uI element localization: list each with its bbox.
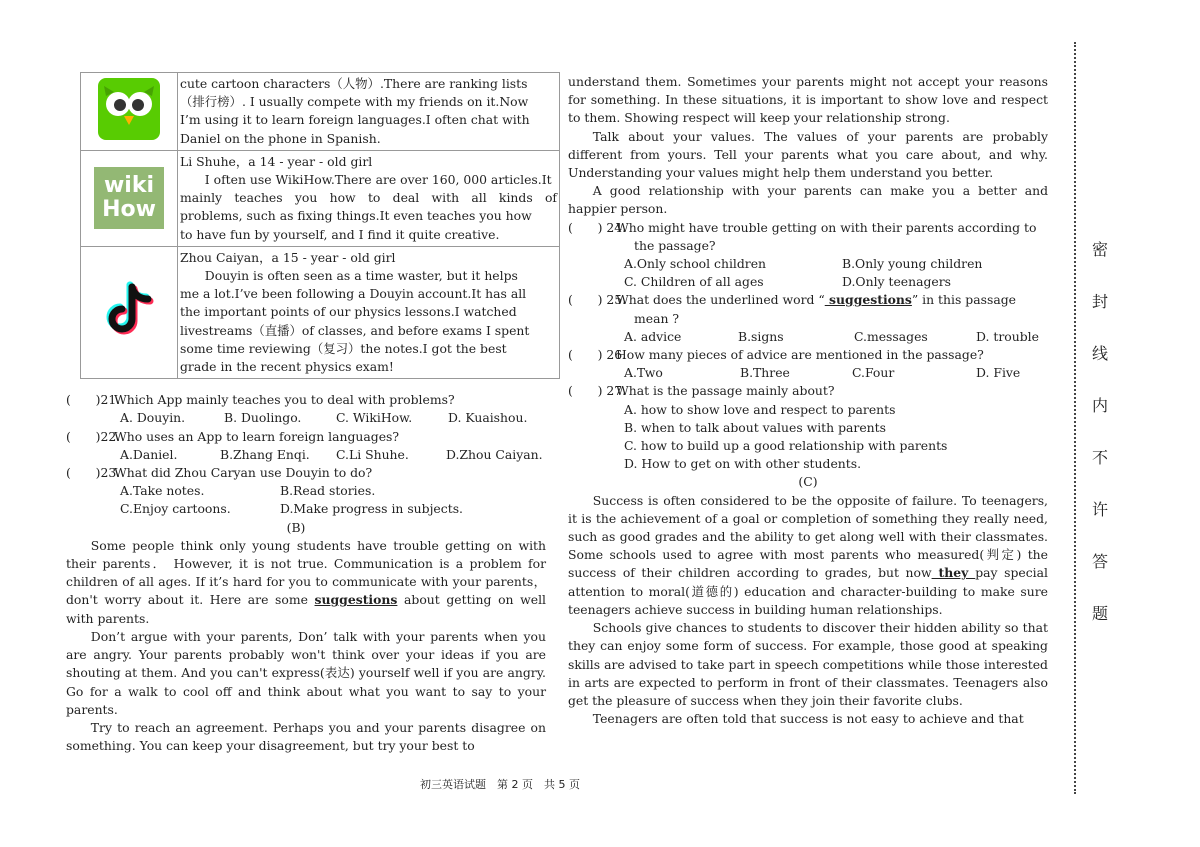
option[interactable]: B. when to talk about values with parents (624, 419, 886, 435)
app-row-wikihow (81, 150, 560, 246)
option[interactable]: C.messages (854, 328, 928, 344)
question-25 (568, 291, 1048, 327)
question-text (616, 291, 1048, 327)
option[interactable]: C. Children of all ages (624, 274, 764, 290)
logo-text: wiki (103, 173, 155, 199)
options-26 (568, 364, 1048, 382)
text: pay special attention to moral(道德的) education and character-building to make sure teenagers achieve success in building human relationships. (568, 565, 1048, 617)
seal-char: 答 (1091, 552, 1108, 571)
option[interactable]: A. how to show love and respect to parents (624, 401, 896, 417)
question-text: Which App mainly teaches you to deal with problems? (114, 392, 455, 408)
option[interactable]: A.Take notes. (120, 483, 205, 499)
question-text: Who uses an App to learn foreign languages? (114, 428, 400, 444)
option[interactable]: C. how to build up a good relationship with parents (624, 438, 948, 454)
option[interactable]: A. Douyin. (120, 410, 186, 426)
text-line: I’m using it to learn foreign languages.I often chat with (180, 112, 530, 128)
option[interactable]: C. WikiHow. (336, 410, 413, 426)
app-description (178, 73, 560, 151)
option[interactable]: C.Enjoy cartoons. (120, 501, 231, 517)
seal-char: 封 (1091, 292, 1108, 311)
section-heading-b: (B) (286, 519, 306, 535)
seal-char: 线 (1091, 344, 1108, 363)
text-line: some time reviewing（复习）the notes.I got the best (180, 340, 507, 356)
app-row-duolingo (81, 73, 560, 151)
page-footer: 初三英语试题 第 2 页 共 5 页 (420, 778, 580, 791)
option[interactable]: D. Five (976, 365, 1021, 381)
option[interactable]: B.Three (740, 365, 790, 381)
question-number: ( )22. (66, 428, 121, 444)
text-line: cute cartoon characters（人物）.There are ranking lists (180, 76, 528, 91)
passage-b-paragraph (66, 537, 546, 628)
question-number: ( )23. (66, 465, 121, 481)
question-21 (66, 391, 546, 409)
text-line: the important points of our physics lessons.I watched (180, 304, 517, 320)
question-number: ( ) 24. (568, 219, 627, 235)
text-line: Daniel on the phone in Spanish. (180, 130, 381, 146)
option[interactable]: B.signs (738, 328, 784, 344)
options-24-row2 (568, 273, 1048, 291)
text-line: to have fun by yourself, and I find it quite creative. (180, 226, 500, 242)
text-line: Zhou Caiyan，a 15 - year - old girl (180, 249, 396, 265)
text: Some people think only young students have trouble getting on with their parents． However, it is not true. Communication is a problem for children of all ages. If it’s hard for you to communicate with your parents，don't worry about it. Here are some (66, 537, 546, 608)
passage-b-paragraph: Try to reach an agreement. Perhaps you and your parents disagree on something. You can keep your disagreement, but try your best to (66, 719, 546, 754)
option[interactable]: B.Read stories. (280, 483, 376, 499)
option[interactable]: D. How to get on with other students. (624, 456, 862, 472)
question-26 (568, 346, 1048, 364)
passage-c-paragraph (568, 492, 1048, 619)
underlined-word: suggestions (824, 292, 912, 308)
right-column (568, 73, 1048, 728)
option[interactable]: A.Daniel. (120, 446, 178, 462)
options-25 (568, 328, 1048, 346)
seal-line (1074, 42, 1076, 794)
text-line: mainly teaches you how to deal with all kinds of (180, 190, 557, 206)
option[interactable]: D.Only teenagers (842, 274, 952, 290)
options-24-row1 (568, 255, 1048, 273)
option[interactable]: B. Duolingo. (224, 410, 302, 426)
question-22 (66, 428, 546, 446)
question-24 (568, 219, 1048, 255)
app-logo-cell (81, 246, 178, 378)
text-line: livestreams（直播）of classes, and before exams I spent (180, 322, 530, 338)
passage-b-paragraph: understand them. Sometimes your parents might not accept your reasons for something. In these situations, it is important to show love and respect to them. Showing respect will keep your relationship strong. (568, 74, 1048, 126)
option[interactable]: D. trouble (976, 328, 1039, 344)
passage-b-paragraph: Talk about your values. The values of your parents are probably different from yours. Tell your parents what you care about, and why. Understanding your values might help them understand you better. (568, 128, 1048, 181)
question-number: ( ) 25. (568, 292, 627, 308)
option[interactable]: A. advice (624, 328, 682, 344)
option[interactable]: C.Li Shuhe. (336, 446, 409, 462)
left-column (66, 72, 557, 755)
option[interactable]: A.Only school children (624, 256, 767, 272)
text-line: Li Shuhe，a 14 - year - old girl (180, 153, 373, 169)
options-23-row2 (66, 500, 546, 518)
duolingo-owl-icon (98, 78, 160, 140)
underlined-word: suggestions (314, 592, 398, 608)
app-logo-cell (81, 73, 178, 151)
question-text: What did Zhou Caryan use Douyin to do? (114, 465, 373, 481)
options-22 (66, 446, 546, 464)
app-logo-cell (81, 150, 178, 246)
question-text: Who might have trouble getting on with their parents according to the passage? (616, 219, 1037, 253)
option[interactable]: C.Four (852, 365, 895, 381)
question-23 (66, 464, 546, 482)
seal-char: 不 (1091, 448, 1108, 467)
options-21 (66, 409, 546, 427)
option[interactable]: A.Two (624, 365, 663, 381)
passage-c-paragraph: Schools give chances to students to discover their hidden ability so that they can enjoy some form of success. For example, those good at speaking skills are advised to take part in speech competitions while those interested in arts are expected to perform in front of their classmates. Teenagers also get the pleasure of success when they join their favorite clubs. (568, 620, 1048, 708)
text: What does the underlined word “ (616, 292, 825, 308)
seal-char: 题 (1091, 604, 1108, 623)
text: about getting on well with parents. (66, 592, 546, 626)
option[interactable]: D.Make progress in subjects. (280, 501, 463, 517)
option[interactable]: D.Zhou Caiyan. (446, 446, 543, 462)
question-27 (568, 382, 1048, 400)
question-number: ( ) 27. (568, 383, 627, 399)
passage-b-paragraph: A good relationship with your parents can make you a better and happier person. (568, 183, 1048, 217)
app-description (178, 246, 560, 378)
underlined-word: they (931, 565, 976, 581)
option[interactable]: B.Only young children (842, 256, 983, 272)
options-23-row1 (66, 482, 546, 500)
text-line: me a lot.I’ve been following a Douyin account.It has all (180, 286, 527, 302)
wikihow-logo (94, 167, 164, 229)
passage-b-paragraph: Don’t argue with your parents, Don’ talk with your parents when you are angry. Your parents probably won't think over your ideas if you are shouting at them. And you can't express(表达) yourself well if you are angry. Go for a walk to cool off and think about what you want to say to your parents. (66, 628, 546, 717)
text-line: grade in the recent physics exam! (180, 359, 394, 375)
question-text: How many pieces of advice are mentioned in the passage? (616, 347, 984, 363)
seal-char: 许 (1091, 500, 1108, 519)
text: Success is often considered to be the opposite of failure. To teenagers, it is the achievement of a goal or completion of something they really need, such as good grades and the ability to get along well with their classmates. Some schools used to agree with most parents who measured(判定) the success of their children according to grades, but now (568, 492, 1048, 581)
section-heading-c: (C) (798, 474, 818, 490)
app-table (80, 72, 560, 379)
option[interactable]: B.Zhang Enqi. (220, 446, 310, 462)
douyin-note-icon (98, 279, 160, 341)
seal-notice (1088, 224, 1112, 640)
text-line: I often use WikiHow.There are over 160, 000 articles.It (204, 172, 552, 188)
logo-text: How (102, 197, 156, 223)
text: ” in this passage mean ? (634, 292, 1016, 326)
passage-c-paragraph: Teenagers are often told that success is not easy to achieve and that (592, 711, 1024, 727)
option[interactable]: D. Kuaishou. (448, 410, 528, 426)
seal-char: 密 (1091, 240, 1108, 259)
app-row-douyin (81, 246, 560, 378)
question-number: ( )21. (66, 392, 121, 408)
seal-char: 内 (1091, 396, 1108, 415)
question-text: What is the passage mainly about? (616, 383, 835, 399)
app-description (178, 150, 560, 246)
question-number: ( ) 26. (568, 347, 627, 363)
text-line: problems, such as fixing things.It even teaches you how (180, 208, 532, 224)
text-line: （排行榜）. I usually compete with my friends on it.Now (180, 94, 529, 110)
text-line: Douyin is often seen as a time waster, but it helps (204, 268, 518, 284)
